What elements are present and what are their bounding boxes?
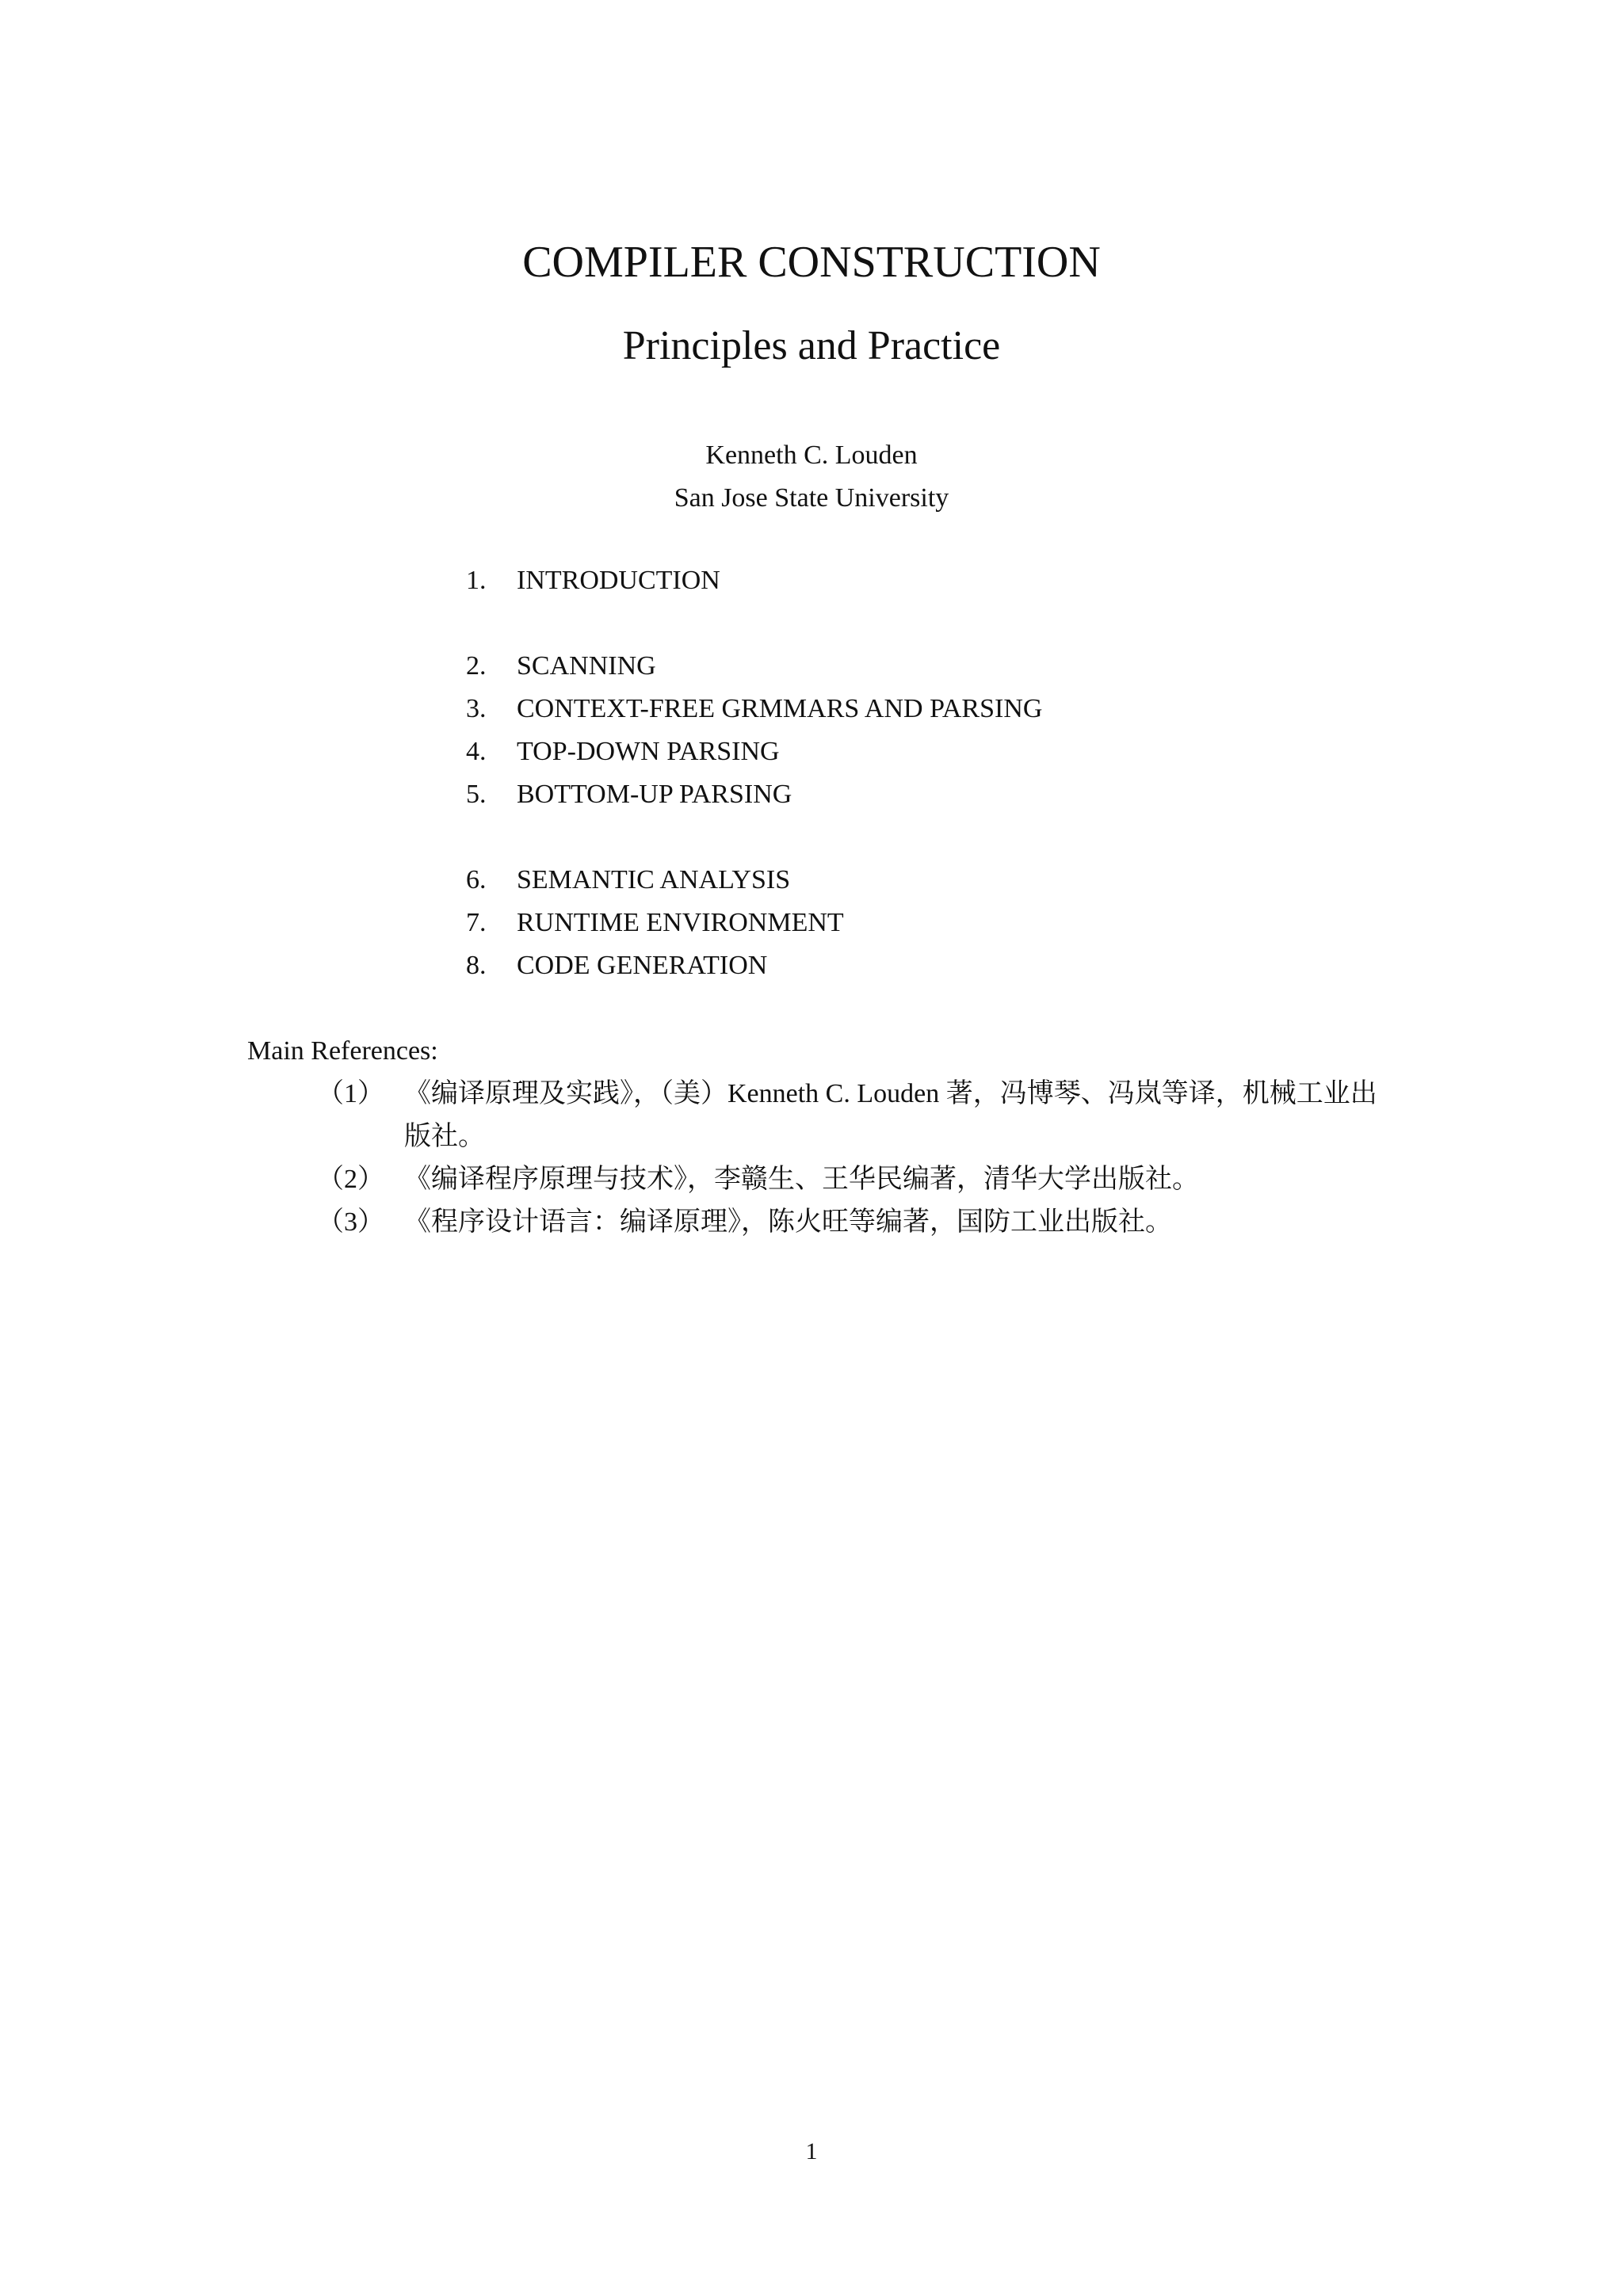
toc-item-3 bbox=[466, 688, 1042, 730]
toc-item-title: CONTEXT-FREE GRMMARS AND PARSING bbox=[517, 694, 1043, 723]
reference-text: 《编译原理及实践》，（美）Kenneth C. Louden 著，冯博琴、冯岚等译，机械工业出版社。 bbox=[404, 1079, 1377, 1151]
toc-item-number: 2. bbox=[466, 651, 487, 681]
toc-item-title: INTRODUCTION bbox=[517, 566, 720, 595]
document-subtitle: Principles and Practice bbox=[622, 323, 1001, 368]
reference-number: （3） bbox=[317, 1207, 384, 1237]
references-heading: Main References: bbox=[247, 1036, 438, 1066]
toc-item-7 bbox=[466, 902, 1042, 944]
toc-item-title: CODE GENERATION bbox=[517, 951, 768, 980]
reference-text: 《程序设计语言：编译原理》，陈火旺等编著，国防工业出版社。 bbox=[404, 1207, 1172, 1237]
toc-item-number: 6. bbox=[466, 865, 487, 894]
toc-item-title: SCANNING bbox=[517, 651, 656, 681]
author-name: Kenneth C. Louden bbox=[705, 441, 918, 470]
toc-item-number: 1. bbox=[466, 566, 487, 595]
author-block bbox=[0, 434, 1623, 520]
document-title: COMPILER CONSTRUCTION bbox=[522, 238, 1101, 287]
author-affiliation: San Jose State University bbox=[674, 483, 949, 513]
toc-item-number: 4. bbox=[466, 737, 487, 766]
toc-item-title: TOP-DOWN PARSING bbox=[517, 737, 780, 766]
reference-number: （2） bbox=[317, 1165, 384, 1194]
reference-text: 《编译程序原理与技术》，李赣生、王华民编著，清华大学出版社。 bbox=[404, 1165, 1199, 1194]
reference-number: （1） bbox=[317, 1079, 384, 1108]
toc-item-1 bbox=[466, 559, 1042, 602]
table-of-contents bbox=[466, 559, 1042, 987]
toc-item-6 bbox=[466, 859, 1042, 902]
reference-item-3 bbox=[317, 1201, 1396, 1244]
toc-item-2 bbox=[466, 645, 1042, 688]
toc-item-title: BOTTOM-UP PARSING bbox=[517, 780, 792, 809]
reference-item-2 bbox=[317, 1158, 1396, 1201]
toc-item-title: SEMANTIC ANALYSIS bbox=[517, 865, 791, 894]
toc-item-number: 3. bbox=[466, 694, 487, 723]
toc-item-number: 8. bbox=[466, 951, 487, 980]
toc-item-number: 5. bbox=[466, 780, 487, 809]
page-number: 1 bbox=[805, 2138, 818, 2164]
reference-item-1 bbox=[317, 1073, 1396, 1158]
toc-item-5 bbox=[466, 773, 1042, 816]
toc-item-title: RUNTIME ENVIRONMENT bbox=[517, 908, 844, 937]
toc-item-8 bbox=[466, 944, 1042, 987]
toc-item-4 bbox=[466, 730, 1042, 773]
toc-item-number: 7. bbox=[466, 908, 487, 937]
references-section bbox=[247, 1030, 1396, 1244]
